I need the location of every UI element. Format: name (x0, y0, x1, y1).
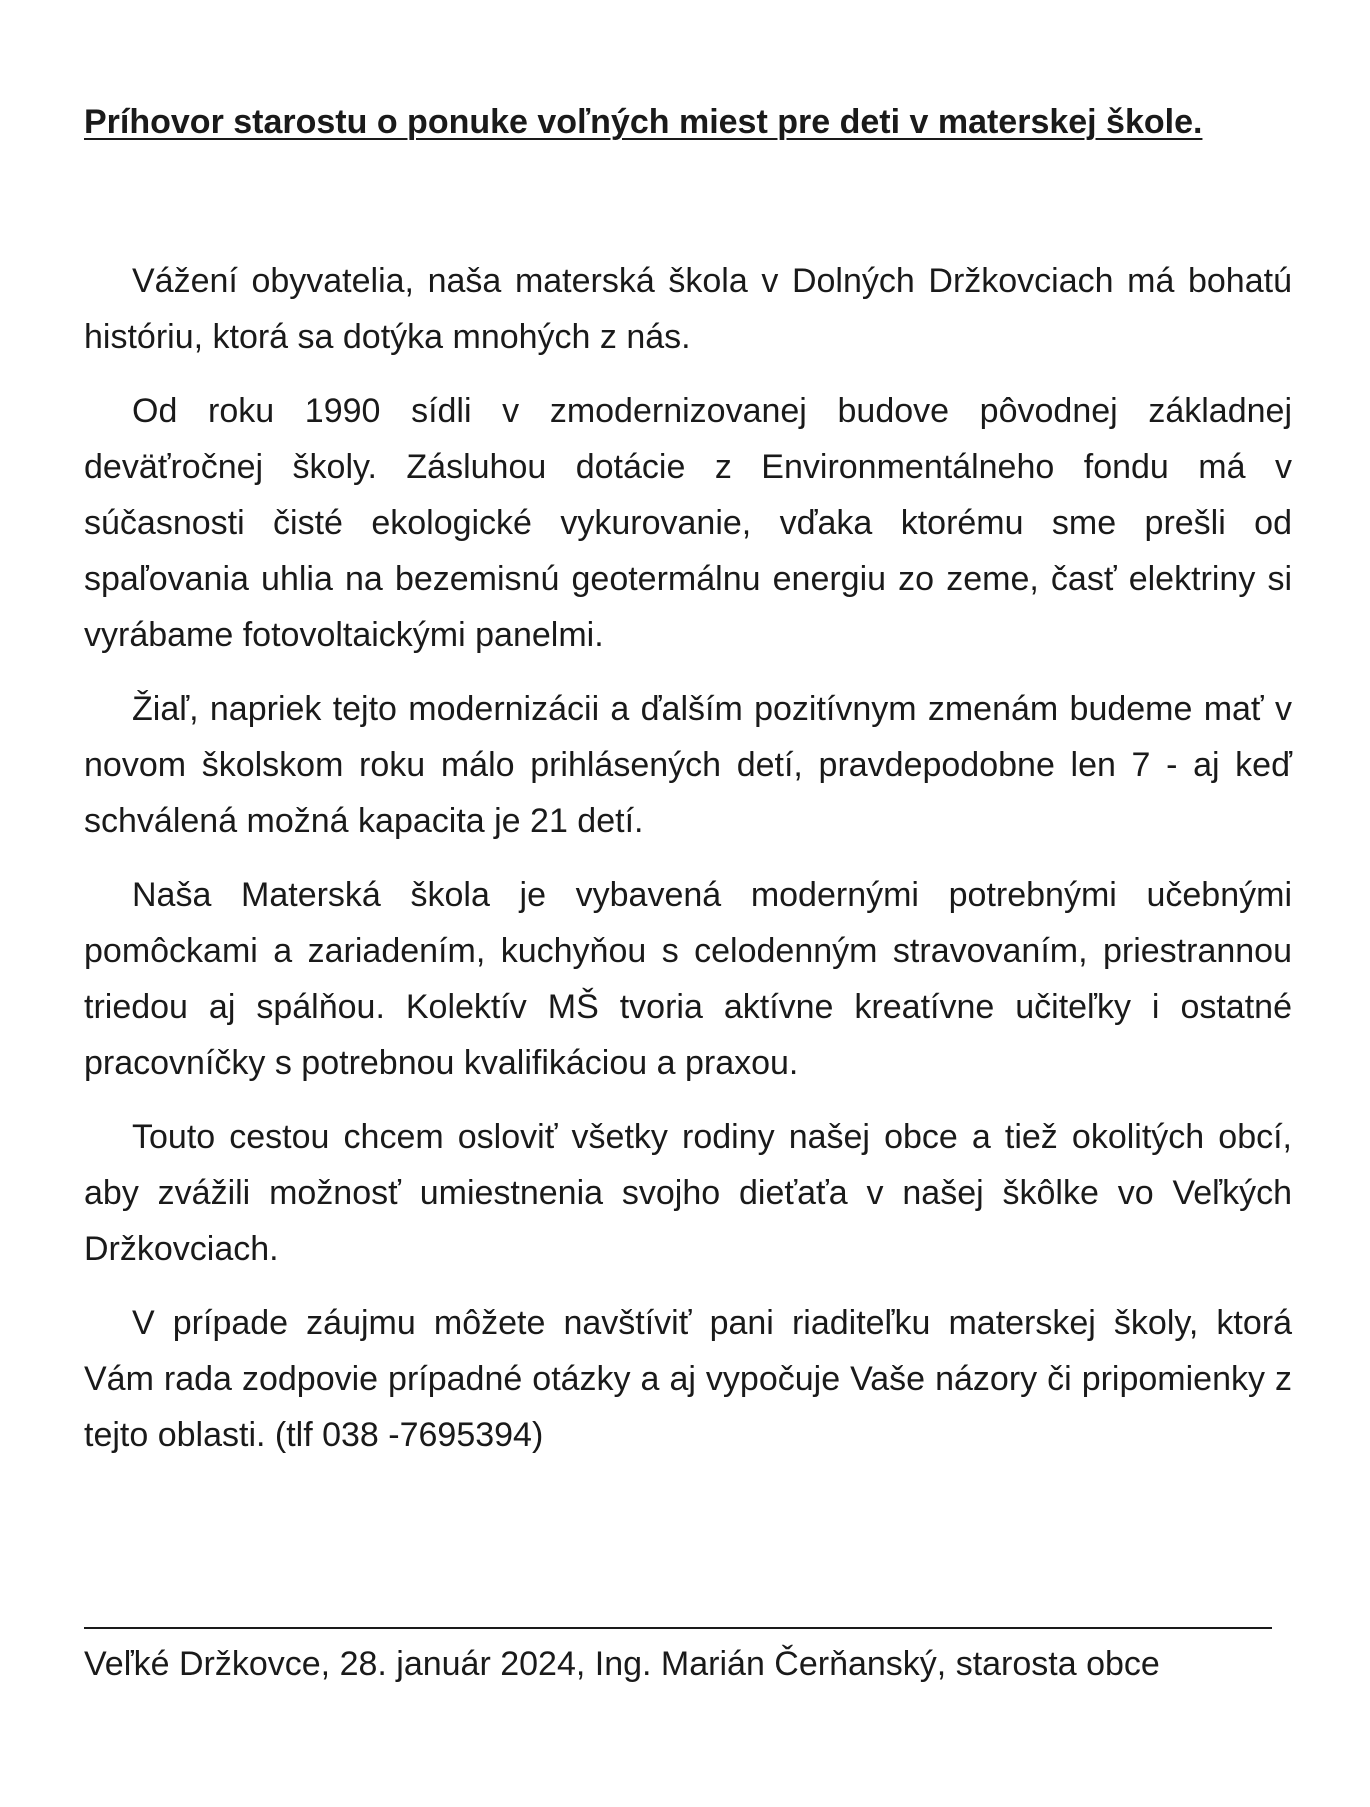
paragraph-greeting: Vážení obyvatelia, naša materská škola v Dolných Držkovciach má bohatú históriu, ktorá sa dotýka mnohých z nás. (84, 262, 1292, 356)
paragraph-equipment: Naša Materská škola je vybavená modernými potrebnými učebnými pomôckami a zariadením, kuchyňou s celodenným stravovaním, priestrannou triedou aj spálňou. Kolektív MŠ tvoria aktívne kreatívne učiteľky i ostatné pracovníčky s potrebnou kvalifikáciou a praxou. (84, 876, 1292, 1082)
paragraph-contact: V prípade záujmu môžete navštíviť pani riaditeľku materskej školy, ktorá Vám rada zodpovie prípadné otázky a aj vypočuje Vaše názory či pripomienky z tejto oblasti. (tlf 038 -7695394) (84, 1304, 1292, 1454)
paragraph-invitation: Touto cestou chcem osloviť všetky rodiny našej obce a tiež okolitých obcí, aby zvážili možnosť umiestnenia svojho dieťaťa v našej škôlke vo Veľkých Držkovciach. (84, 1118, 1292, 1268)
document-body (84, 253, 1292, 1481)
signature-line: Veľké Držkovce, 28. január 2024, Ing. Marián Čerňanský, starosta obce (84, 1645, 1160, 1683)
paragraph-history: Od roku 1990 sídli v zmodernizovanej budove pôvodnej základnej deväťročnej školy. Zásluhou dotácie z Environmentálneho fondu má v súčasnosti čisté ekologické vykurovanie, vďaka ktorému sme prešli od spaľovania uhlia na bezemisnú geotermálnu energiu zo zeme, časť elektriny si vyrábame fotovoltaickými panelmi. (84, 392, 1292, 654)
paragraph-enrollment: Žiaľ, napriek tejto modernizácii a ďalším pozitívnym zmenám budeme mať v novom školskom roku málo prihlásených detí, pravdepodobne len 7 - aj keď schválená možná kapacita je 21 detí. (84, 690, 1292, 840)
signature-divider (84, 1627, 1272, 1629)
document-title: Príhovor starostu o ponuke voľných miest pre deti v materskej škole. (84, 103, 1203, 141)
